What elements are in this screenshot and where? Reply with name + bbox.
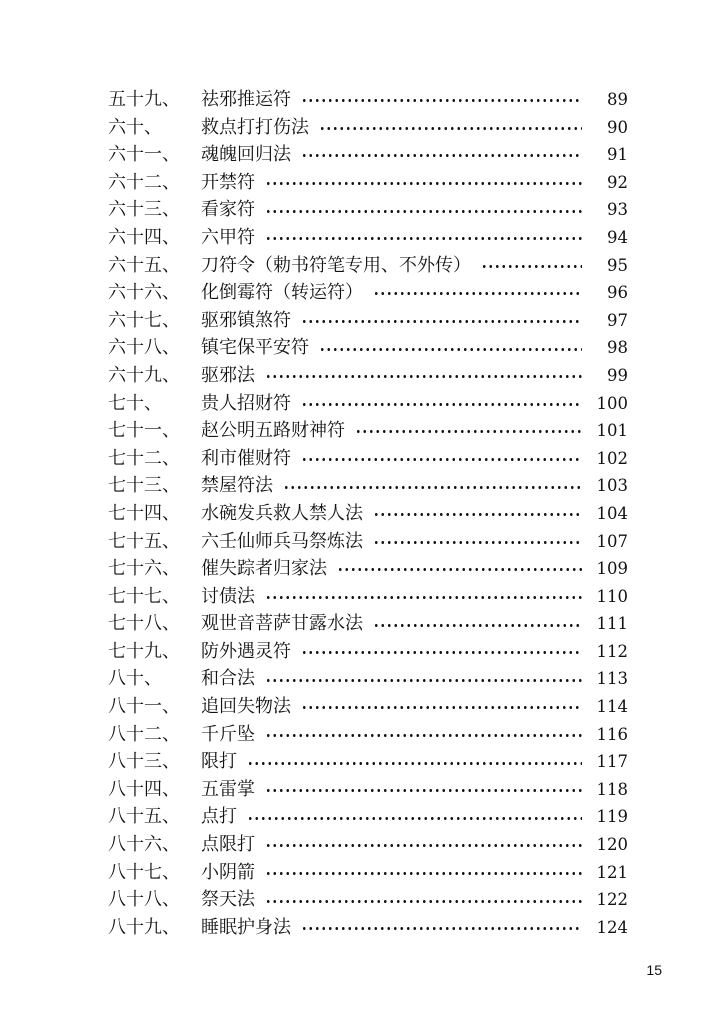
toc-entry-page: 89 xyxy=(607,90,628,109)
toc-entry[interactable] xyxy=(108,472,628,500)
dot-leader xyxy=(319,127,582,130)
toc-entry-title: 防外遇灵符 xyxy=(201,640,291,662)
toc-entry-title: 看家符 xyxy=(201,199,255,221)
toc-entry-title: 限打 xyxy=(201,751,237,773)
toc-entry-page: 103 xyxy=(596,476,628,496)
toc-entry[interactable] xyxy=(108,859,628,887)
dot-leader xyxy=(265,182,582,185)
toc-entry-page: 117 xyxy=(596,752,628,772)
toc-entry-title: 观世音菩萨甘露水法 xyxy=(201,613,363,635)
dot-leader xyxy=(301,403,582,406)
dot-leader xyxy=(265,734,582,737)
toc-entry-page: 98 xyxy=(607,338,628,358)
toc-entry-title: 利市催财符 xyxy=(201,447,291,469)
toc-entry-title: 讨债法 xyxy=(201,585,255,607)
toc-entry-title: 祛邪推运符 xyxy=(201,89,291,110)
toc-entry[interactable] xyxy=(108,500,628,528)
dot-leader xyxy=(265,375,582,378)
toc-entry[interactable] xyxy=(108,831,628,859)
toc-entry[interactable] xyxy=(108,307,628,335)
toc-entry-number: 八十二、 xyxy=(108,723,180,745)
toc-entry-page: 92 xyxy=(607,172,628,192)
toc-entry-title: 千斤坠 xyxy=(201,723,255,745)
toc-entry[interactable] xyxy=(108,417,628,445)
toc-entry[interactable] xyxy=(108,721,628,749)
toc-entry-page: 97 xyxy=(607,310,628,330)
dot-leader xyxy=(373,541,582,544)
toc-entry-page: 121 xyxy=(596,862,628,882)
toc-entry-number: 八十四、 xyxy=(108,778,180,800)
toc-entry[interactable] xyxy=(108,638,628,666)
toc-entry-number: 五十九、 xyxy=(108,89,180,110)
toc-entry[interactable] xyxy=(108,776,628,804)
dot-leader xyxy=(247,817,582,820)
toc-entry-title: 小阴箭 xyxy=(201,861,255,883)
toc-entry-title: 开禁符 xyxy=(201,171,255,193)
toc-entry-page: 114 xyxy=(596,697,628,717)
toc-entry-number: 七十一、 xyxy=(108,420,180,442)
toc-entry-number: 七十八、 xyxy=(108,613,180,635)
toc-entry-title: 救点打打伤法 xyxy=(201,116,309,138)
toc-entry-title: 六甲符 xyxy=(201,226,255,248)
toc-entry-page: 107 xyxy=(596,531,628,551)
toc-entry-page: 95 xyxy=(607,255,628,275)
dot-leader xyxy=(265,596,582,599)
toc-entry[interactable] xyxy=(108,886,628,914)
toc-entry-title: 贵人招财符 xyxy=(201,392,291,414)
toc-entry-number: 六十、 xyxy=(108,116,162,138)
toc-entry[interactable] xyxy=(108,334,628,362)
toc-entry[interactable] xyxy=(108,583,628,611)
dot-leader xyxy=(301,99,582,102)
toc-entry[interactable] xyxy=(108,141,628,169)
dot-leader xyxy=(247,762,582,765)
toc-entry[interactable] xyxy=(108,362,628,390)
dot-leader xyxy=(319,348,582,351)
toc-entry[interactable] xyxy=(108,693,628,721)
toc-entry-title: 镇宅保平安符 xyxy=(201,337,309,359)
toc-entry-page: 94 xyxy=(607,227,628,247)
toc-entry-number: 八十七、 xyxy=(108,861,180,883)
toc-entry-number: 七十五、 xyxy=(108,530,180,552)
toc-entry[interactable] xyxy=(108,196,628,224)
toc-entry-page: 120 xyxy=(596,835,628,855)
toc-entry[interactable] xyxy=(108,224,628,252)
toc-entry-title: 化倒霉符（转运符） xyxy=(201,282,363,304)
toc-entry-page: 109 xyxy=(596,559,628,579)
toc-entry-page: 118 xyxy=(596,779,628,799)
toc-entry[interactable] xyxy=(108,279,628,307)
toc-entry-page: 111 xyxy=(596,614,628,634)
toc-entry[interactable] xyxy=(108,390,628,418)
dot-leader xyxy=(373,292,582,295)
toc-entry-title: 五雷掌 xyxy=(201,778,255,800)
toc-entry-page: 91 xyxy=(607,145,628,165)
toc-entry[interactable] xyxy=(108,610,628,638)
dot-leader xyxy=(283,486,582,489)
toc-entry-number: 八十一、 xyxy=(108,696,180,718)
toc-entry-number: 八十九、 xyxy=(108,916,180,938)
toc-entry-title: 驱邪镇煞符 xyxy=(201,309,291,331)
toc-entry-page: 113 xyxy=(596,669,628,689)
dot-leader xyxy=(265,210,582,213)
toc-entry-page: 122 xyxy=(596,890,628,910)
dot-leader xyxy=(301,458,582,461)
toc-entry-number: 七十三、 xyxy=(108,475,180,497)
dot-leader xyxy=(301,154,582,157)
dot-leader xyxy=(301,927,582,930)
dot-leader xyxy=(265,900,582,903)
dot-leader xyxy=(355,430,582,433)
toc-entry-page: 119 xyxy=(596,807,628,827)
toc-entry-page: 112 xyxy=(596,641,628,661)
toc-entry[interactable] xyxy=(108,445,628,473)
toc-entry-number: 六十二、 xyxy=(108,171,180,193)
toc-entry-number: 六十七、 xyxy=(108,309,180,331)
dot-leader xyxy=(265,844,582,847)
toc-entry-page: 104 xyxy=(596,503,628,523)
dot-leader xyxy=(337,568,582,571)
toc-entry[interactable] xyxy=(108,914,628,942)
dot-leader xyxy=(373,513,582,516)
toc-entry-page: 101 xyxy=(596,421,628,441)
toc-entry-title: 禁屋符法 xyxy=(201,475,273,497)
toc-entry[interactable] xyxy=(108,748,628,776)
toc-entry[interactable] xyxy=(108,803,628,831)
toc-entry[interactable] xyxy=(108,114,628,142)
toc-entry-title: 祭天法 xyxy=(201,889,255,911)
toc-entry-number: 七十、 xyxy=(108,392,162,414)
toc-entry-number: 八十六、 xyxy=(108,834,180,856)
toc-entry-page: 96 xyxy=(607,283,628,303)
toc-entry[interactable] xyxy=(108,555,628,583)
dot-leader xyxy=(373,624,582,627)
toc-entry-title: 魂魄回归法 xyxy=(201,144,291,166)
dot-leader xyxy=(301,320,582,323)
toc-entry[interactable] xyxy=(108,665,628,693)
toc-entry-title: 水碗发兵救人禁人法 xyxy=(201,502,363,524)
toc-entry-title: 和合法 xyxy=(201,668,255,690)
toc-entry-number: 七十七、 xyxy=(108,585,180,607)
toc-entry-number: 八十、 xyxy=(108,668,162,690)
dot-leader xyxy=(481,265,582,268)
toc-entry[interactable] xyxy=(108,252,628,280)
toc-entry-title: 赵公明五路财神符 xyxy=(201,420,345,442)
toc-entry-title: 睡眠护身法 xyxy=(201,916,291,938)
footer-page-number: 15 xyxy=(646,962,662,978)
toc-entry-number: 七十六、 xyxy=(108,558,180,580)
toc-entry-number: 八十八、 xyxy=(108,889,180,911)
toc-entry-number: 八十三、 xyxy=(108,751,180,773)
toc-entry-title: 驱邪法 xyxy=(201,364,255,386)
toc-entry-number: 六十五、 xyxy=(108,254,180,276)
dot-leader xyxy=(265,237,582,240)
toc-entry-title: 点打 xyxy=(201,806,237,828)
toc-entry-number: 七十四、 xyxy=(108,502,180,524)
dot-leader xyxy=(301,651,582,654)
toc-entry-number: 七十九、 xyxy=(108,640,180,662)
toc-entry-page: 124 xyxy=(596,917,628,937)
dot-leader xyxy=(265,679,582,682)
toc-entry-number: 七十二、 xyxy=(108,447,180,469)
toc-entry-number: 六十三、 xyxy=(108,199,180,221)
toc-entry-title: 刀符令（勅书符笔专用、不外传） xyxy=(201,254,471,276)
toc-entry-page: 90 xyxy=(607,117,628,137)
toc-entry[interactable] xyxy=(108,86,628,114)
toc-entry-page: 116 xyxy=(596,724,628,744)
table-of-contents xyxy=(108,86,628,941)
dot-leader xyxy=(265,872,582,875)
toc-entry-number: 六十九、 xyxy=(108,364,180,386)
toc-entry-number: 六十六、 xyxy=(108,282,180,304)
toc-entry[interactable] xyxy=(108,528,628,556)
toc-entry-page: 100 xyxy=(596,393,628,413)
toc-entry-page: 99 xyxy=(607,365,628,385)
toc-entry-number: 六十一、 xyxy=(108,144,180,166)
toc-entry-page: 102 xyxy=(596,448,628,468)
toc-entry-number: 六十四、 xyxy=(108,226,180,248)
toc-entry-title: 催失踪者归家法 xyxy=(201,558,327,580)
dot-leader xyxy=(301,706,582,709)
dot-leader xyxy=(265,789,582,792)
toc-entry-title: 六壬仙师兵马祭炼法 xyxy=(201,530,363,552)
toc-entry-title: 追回失物法 xyxy=(201,696,291,718)
toc-entry[interactable] xyxy=(108,169,628,197)
toc-entry-number: 六十八、 xyxy=(108,337,180,359)
toc-entry-number: 八十五、 xyxy=(108,806,180,828)
toc-entry-title: 点限打 xyxy=(201,834,255,856)
toc-entry-page: 110 xyxy=(596,586,628,606)
toc-entry-page: 93 xyxy=(607,200,628,220)
